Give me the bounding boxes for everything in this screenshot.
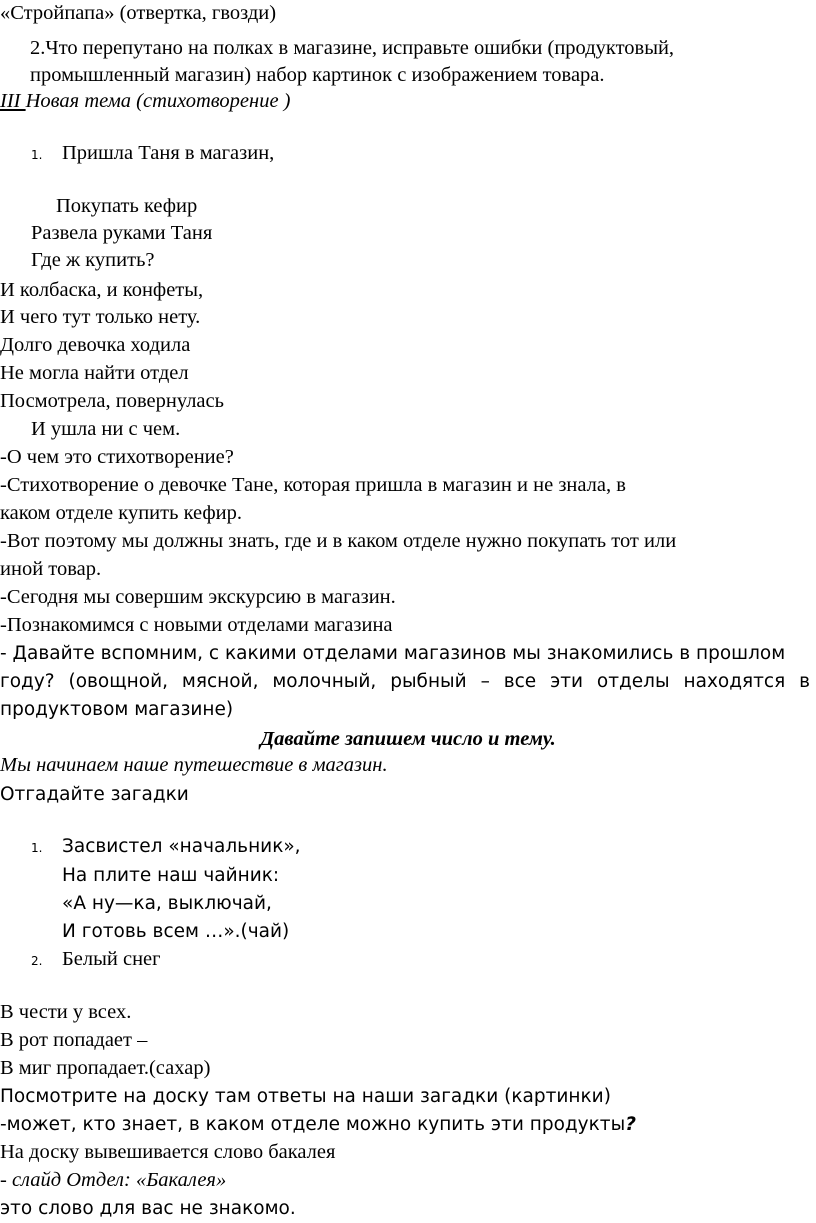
- slide-line: - слайд Отдел: «Бакалея»: [0, 1169, 227, 1191]
- riddle-line: В чести у всех.: [0, 1001, 132, 1023]
- riddle-line: Засвистел «начальник»,: [62, 836, 301, 857]
- text-line: Отгадайте загадки: [0, 784, 189, 805]
- riddle-line: Белый снег: [62, 948, 161, 970]
- text-line: На доску вывешивается слово бакалея: [0, 1141, 336, 1163]
- list-number: 1.: [31, 148, 43, 162]
- poem-line: Долго девочка ходила: [0, 334, 191, 356]
- poem-line: Покупать кефир: [56, 195, 198, 217]
- riddle-line: В рот попадает –: [0, 1029, 148, 1051]
- text-line: промышленный магазин) набор картинок с изображением товара.: [30, 64, 605, 86]
- text-line: -Сегодня мы совершим экскурсию в магазин.: [0, 586, 396, 608]
- riddle-line: И готовь всем …».(чай): [62, 921, 290, 942]
- poem-line: И колбаска, и конфеты,: [0, 279, 204, 301]
- text-line: -Стихотворение о девочке Тане, которая пришла в магазин и не знала, в: [0, 474, 626, 496]
- riddle-line: На плите наш чайник:: [62, 865, 280, 886]
- text-line: Посмотрите на доску там ответы на наши загадки (картинки): [0, 1086, 611, 1107]
- roman-numeral: III: [0, 90, 26, 112]
- riddle-line: В миг пропадает.(сахар): [0, 1057, 211, 1079]
- text-line: -может, кто знает, в каком отделе можно купить эти продукты?: [0, 1114, 636, 1135]
- text-line: 2.Что перепутано на полках в магазине, исправьте ошибки (продуктовый,: [30, 37, 675, 59]
- text-line: каком отделе купить кефир.: [0, 502, 242, 524]
- text-line: «Стройпапа» (отвертка, гвозди): [0, 2, 277, 24]
- poem-line: Не могла найти отдел: [0, 362, 189, 384]
- poem-line: Пришла Таня в магазин,: [62, 142, 275, 164]
- text-line: году? (овощной, мясной, молочный, рыбный – все эти отделы находятся в: [0, 671, 810, 692]
- section-heading: [0, 88, 291, 115]
- poem-line: И ушла ни с чем.: [31, 418, 181, 440]
- emphasis-line: Давайте запишем число и тему.: [260, 728, 556, 750]
- text-line: - Давайте вспомним, с какими отделами магазинов мы знакомились в прошлом: [0, 643, 786, 664]
- text-line: -Познакомимся с новыми отделами магазина: [0, 614, 393, 636]
- poem-line: И чего тут только нету.: [0, 306, 201, 328]
- text-line: продуктовом магазине): [0, 699, 234, 720]
- text-line: это слово для вас не знакомо.: [0, 1198, 296, 1219]
- text-line: -Вот поэтому мы должны знать, где и в каком отделе нужно покупать тот или: [0, 530, 677, 552]
- italic-line: Мы начинаем наше путешествие в магазин.: [0, 754, 388, 776]
- text-line: -О чем это стихотворение?: [0, 446, 234, 468]
- riddle-line: «А ну—ка, выключай,: [62, 893, 272, 914]
- poem-line: Посмотрела, повернулась: [0, 390, 224, 412]
- list-number: 1.: [31, 841, 43, 855]
- section-title: Новая тема (стихотворение ): [25, 90, 291, 112]
- question-mark: ?: [625, 1114, 636, 1135]
- poem-line: Развела руками Таня: [31, 222, 213, 244]
- list-number: 2.: [31, 954, 43, 968]
- text-line: иной товар.: [0, 558, 102, 580]
- poem-line: Где ж купить?: [31, 249, 155, 271]
